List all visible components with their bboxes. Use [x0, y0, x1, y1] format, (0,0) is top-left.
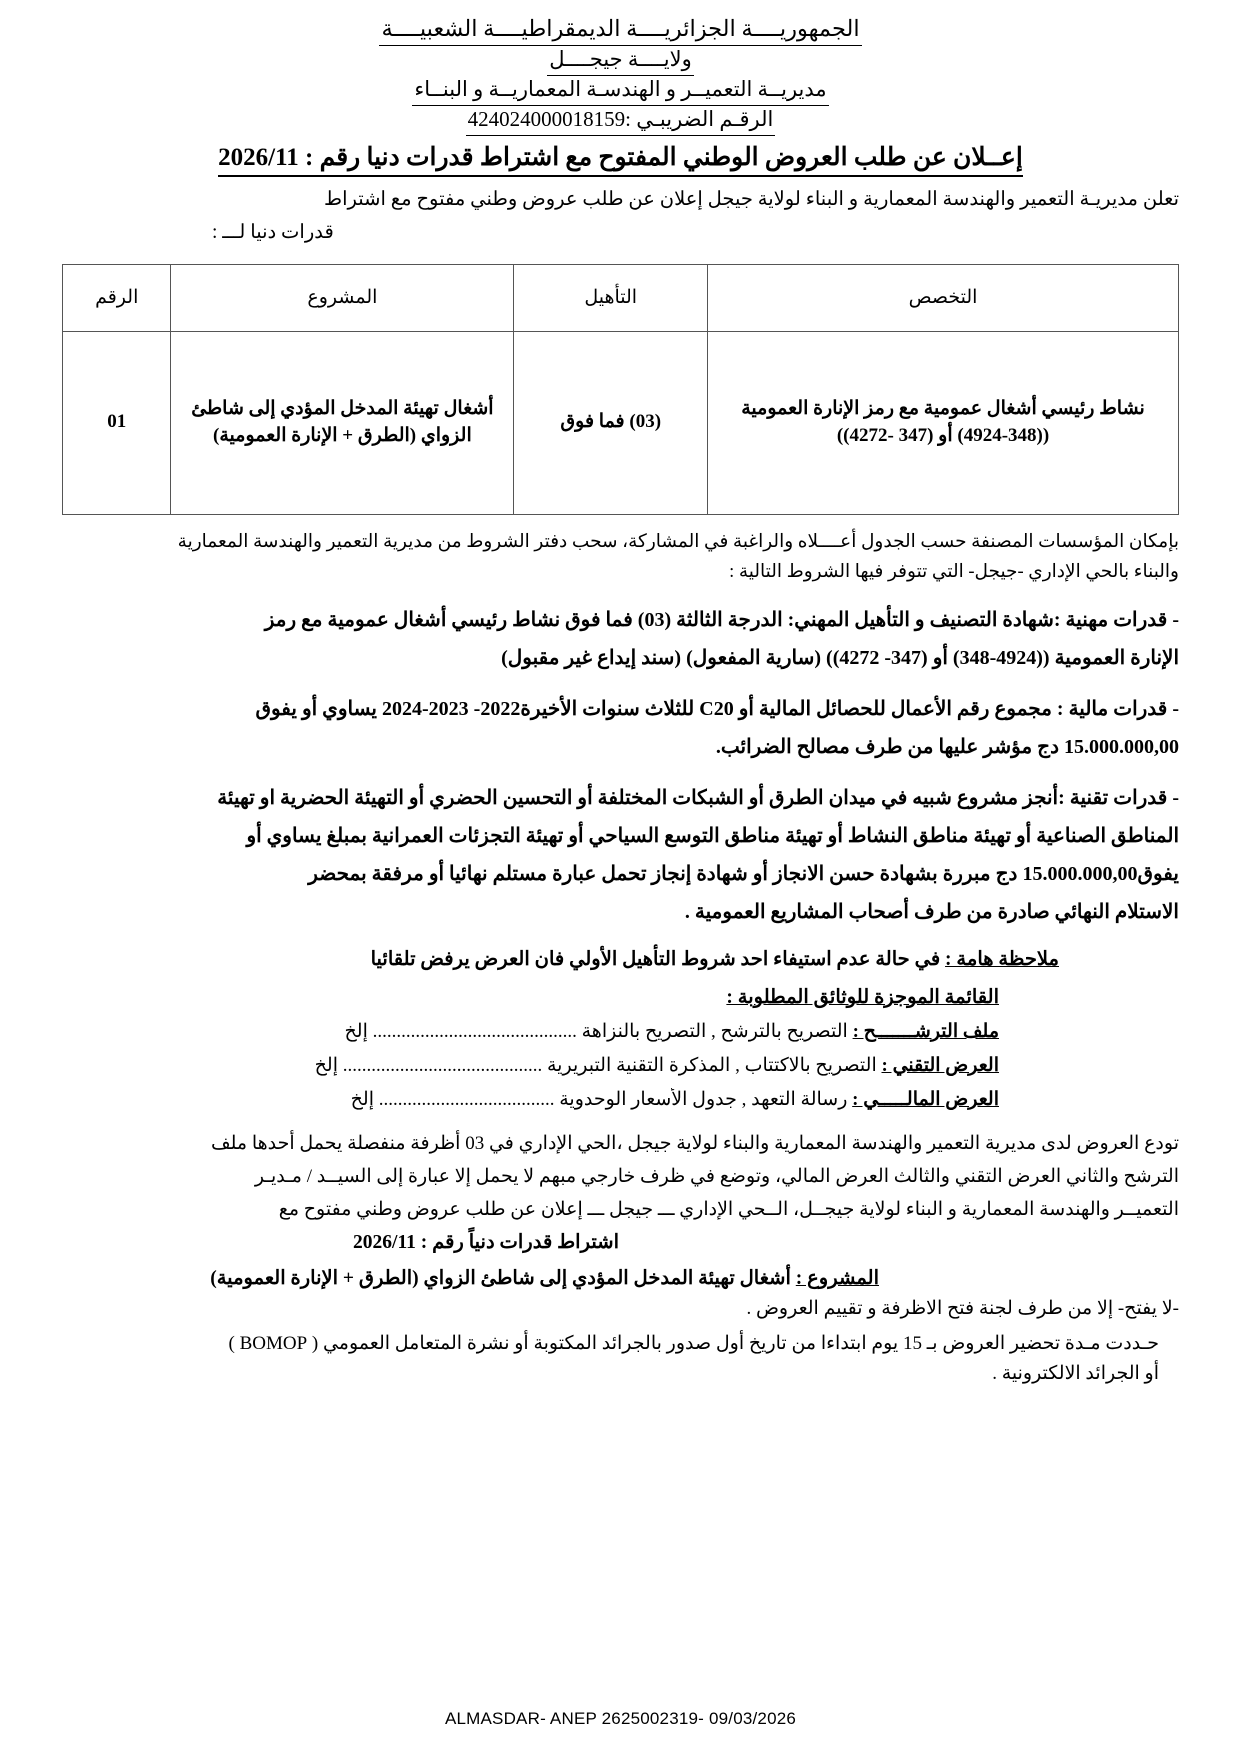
cell-qualification: (03) فما فوق	[514, 331, 708, 514]
cell-specialization-line1: نشاط رئيسي أشغال عمومية مع رمز الإنارة العمومية	[741, 397, 1145, 419]
project-summary-line	[62, 1266, 1179, 1290]
footer-anep-reference: ALMASDAR- ANEP 2625002319- 09/03/2026	[444, 1709, 797, 1728]
deadline-line2: أو الجرائد الالكترونية .	[992, 1363, 1159, 1385]
submission-paragraph	[62, 1127, 1179, 1227]
project-summary-value: أشغال تهيئة المدخل المؤدي إلى شاطئ الزواي (الطرق + الإنارة العمومية)	[210, 1268, 791, 1290]
project-summary-label: المشروع :	[795, 1268, 879, 1290]
letterhead-directorate: مديريــة التعميــر و الهندسـة المعماريــة و البنــاء	[412, 76, 828, 106]
cell-project: أشغال تهيئة المدخل المؤدي إلى شاطئ الزواي (الطرق + الإنارة العمومية)	[171, 331, 514, 514]
submission-tender-number: اشتراط قدرات دنياً رقم : 2026/11	[353, 1232, 619, 1254]
eligibility-line1: بإمكان المؤسسات المصنفة حسب الجدول أعــــلاه والراغبة في المشاركة، سحب دفتر الشروط من مديرية التعمير والهندسة المعمارية	[177, 531, 1179, 552]
table-header-row	[63, 264, 1179, 331]
vertical-spacer	[62, 1390, 1179, 1669]
intro-paragraph-line1: تعلن مديريـة التعمير والهندسة المعمارية و البناء لولاية جيجل إعلان عن طلب عروض وطني مفتوح مع اشتراط	[324, 189, 1179, 211]
technical-capacity-line1: - قدرات تقنية :أنجز مشروع شبيه في ميدان الطرق أو الشبكات المختلفة أو التحسين الحضري أو التهيئة الحضرية او تهيئة	[217, 786, 1179, 809]
cell-specialization-line2: ((4924-348) أو (347 -4272))	[836, 424, 1050, 446]
intro-paragraph-line2: قدرات دنيا لـــ :	[212, 222, 334, 244]
tender-table-body	[63, 331, 1179, 514]
document-dots-candidacy: ...........................................	[372, 1020, 577, 1042]
financial-capacity-line1: - قدرات مالية : مجموع رقم الأعمال للحصائل المالية أو C20 للثلاث سنوات الأخيرة2022- 2023-2024 يساوي أو يفوق	[255, 697, 1179, 720]
document-value-candidacy: التصريح بالترشح , التصريح بالنزاهة	[581, 1020, 848, 1042]
technical-capacity-line4: الاستلام النهائي صادرة من طرف أصحاب المشاريع العمومية .	[684, 900, 1179, 923]
document-etc-technical: إلخ	[314, 1054, 338, 1076]
submission-line2: الترشح والثاني العرض التقني والثالث العرض المالي، وتوضع في ظرف خارجي مبهم لا يحمل إلا عبارة إلى السيــد / مـديـر	[254, 1165, 1179, 1187]
document-line-candidacy	[62, 1020, 1179, 1043]
submission-line3: التعميــر والهندسة المعمارية و البناء لولاية جيجــل، الــحي الإداري ـــ جيجل ـــ إعلان عن طلب عروض وطني مفتوح مع	[278, 1199, 1179, 1221]
cell-number: 01	[63, 331, 171, 514]
deadline-line1: حـددت مـدة تحضير العروض بـ 15 يوم ابتداءا من تاريخ أول صدور بالجرائد المكتوبة أو نشرة المتعامل العمومي ( BOMOP )	[228, 1332, 1159, 1354]
tender-table	[62, 264, 1179, 515]
important-note	[62, 947, 1179, 971]
header-specialization: التخصص	[708, 264, 1179, 331]
letterhead-wilaya: ولايــــة جيجــــل	[547, 46, 693, 76]
professional-capacity-line2: الإنارة العمومية ((4924-348) أو (347- 4272)) (سارية المفعول) (سند إيداع غير مقبول)	[501, 646, 1179, 669]
document-line-financial	[62, 1088, 1179, 1111]
document-etc-financial: إلخ	[350, 1088, 374, 1110]
document-etc-candidacy: إلخ	[344, 1020, 368, 1042]
eligibility-line2: والبناء بالحي الإداري -جيجل- التي تتوفر فيها الشروط التالية :	[729, 561, 1179, 582]
header-number: الرقم	[63, 264, 171, 331]
letterhead-tax-id: الرقـم الضريبـي :424024000018159	[466, 106, 776, 136]
page-title-text: إعــلان عن طلب العروض الوطني المفتوح مع اشتراط قدرات دنيا رقم : 2026/11	[218, 142, 1023, 178]
financial-capacity-paragraph	[62, 690, 1179, 766]
submission-line1: تودع العروض لدى مديرية التعمير والهندسة المعمارية والبناء لولاية جيجل ،الحي الإداري في 03 أظرفة منفصلة يحمل أحدها ملف	[210, 1132, 1179, 1154]
required-documents-title: القائمة الموجزة للوثائق المطلوبة :	[726, 986, 999, 1008]
eligibility-paragraph	[62, 528, 1179, 588]
document-dots-technical: ..........................................	[342, 1054, 543, 1076]
financial-capacity-line2: 15.000.000,00 دج مؤشر عليها من طرف مصالح الضرائب.	[715, 735, 1179, 758]
document-line-technical	[62, 1054, 1179, 1077]
document-value-technical: التصريح بالاكتتاب , المذكرة التقنية التبريرية	[546, 1054, 877, 1076]
page-title	[62, 142, 1179, 178]
document-value-financial: رسالة التعهد , جدول الأسعار الوحدوية	[559, 1088, 848, 1110]
professional-capacity-paragraph	[62, 601, 1179, 677]
opening-commission-note: -لا يفتح- إلا من طرف لجنة فتح الاظرفة و تقييم العروض .	[746, 1298, 1179, 1320]
cell-specialization	[708, 331, 1179, 514]
header-qualification: التأهيل	[514, 264, 708, 331]
document-label-candidacy: ملف الترشـــــــح :	[852, 1020, 999, 1042]
important-note-label: ملاحظة هامة :	[945, 948, 1059, 970]
tender-table-head	[63, 264, 1179, 331]
technical-capacity-line2: المناطق الصناعية أو تهيئة مناطق النشاط أو تهيئة مناطق التوسع السياحي أو تهيئة التجزئات العمرانية بمبلغ يساوي أو	[246, 824, 1179, 847]
letterhead	[62, 14, 1179, 136]
document-label-technical: العرض التقني :	[881, 1054, 999, 1076]
professional-capacity-line1: - قدرات مهنية :شهادة التصنيف و التأهيل المهني: الدرجة الثالثة (03) فما فوق نشاط رئيسي أشغال عمومية مع رمز	[264, 608, 1179, 631]
technical-capacity-line3: يفوق15.000.000,00 دج مبررة بشهادة حسن الانجاز أو شهادة إنجاز تحمل عبارة مستلم نهائيا أو مرفقة بمحضر	[308, 862, 1179, 885]
table-row	[63, 331, 1179, 514]
header-project: المشروع	[171, 264, 514, 331]
deadline-paragraph	[62, 1329, 1179, 1390]
letterhead-country: الجمهوريــــة الجزائريــــة الديمقراطيــــة الشعبيــــة	[379, 14, 861, 46]
document-label-financial: العرض المالـــــي :	[852, 1088, 999, 1110]
important-note-text: في حالة عدم استيفاء احد شروط التأهيل الأولي فان العرض يرفض تلقائيا	[370, 948, 941, 970]
technical-capacity-paragraph	[62, 779, 1179, 931]
document-dots-financial: .....................................	[378, 1088, 555, 1110]
